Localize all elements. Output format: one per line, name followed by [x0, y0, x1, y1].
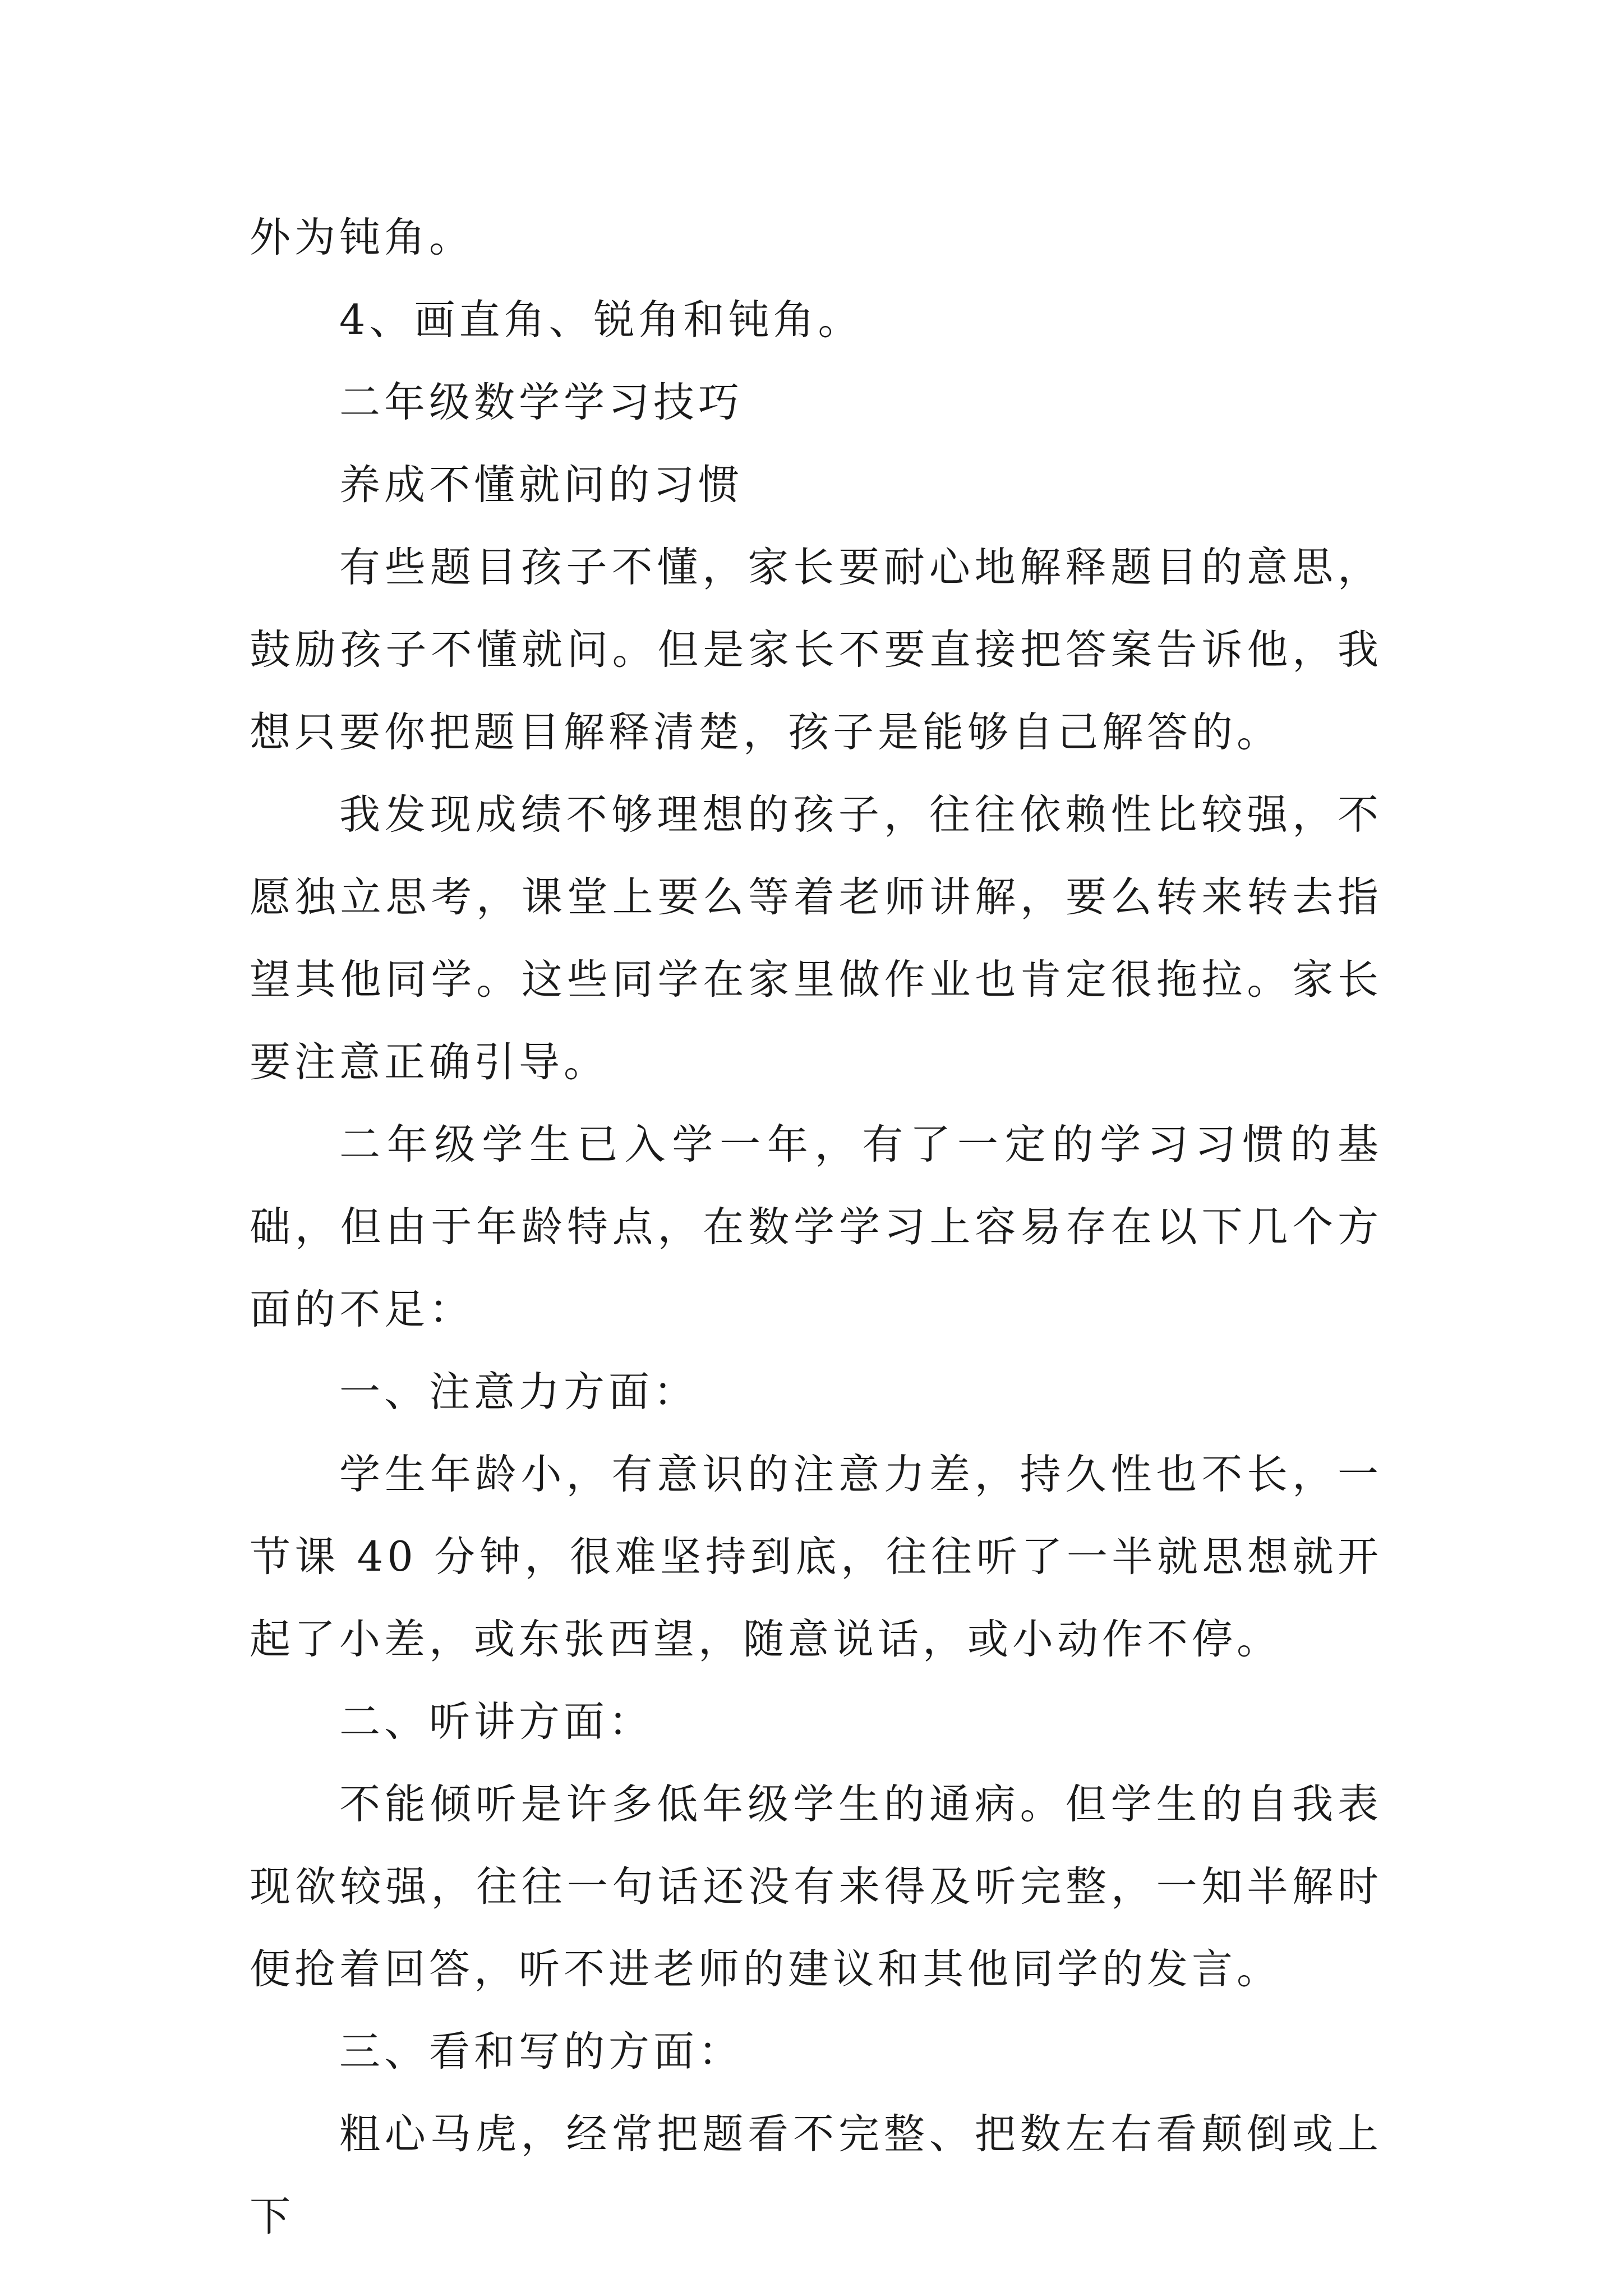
paragraph-attention: 学生年龄小，有意识的注意力差，持久性也不长，一节课 40 分钟，很难坚持到底，往往听了一半就思想就开起了小差，或东张西望，随意说话，或小动作不停。	[250, 1451, 1382, 1663]
list-item-draw-angles: 4、画直角、锐角和钝角。	[339, 296, 863, 344]
paragraph-shortcomings-intro: 二年级学生已入学一年，有了一定的学习习惯的基础，但由于年龄特点，在数学学习上容易存在以下几个方面的不足：	[250, 1121, 1382, 1333]
document-body	[250, 196, 1382, 2258]
heading-listening: 二、听讲方面：	[339, 1698, 653, 1746]
heading-reading-writing: 三、看和写的方面：	[339, 2028, 743, 2076]
paragraph-explain-questions: 有些题目孩子不懂，家长要耐心地解释题目的意思，鼓励孩子不懂就问。但是家长不要直接把答案告诉他，我想只要你把题目解释清楚，孩子是能够自己解答的。	[250, 544, 1382, 756]
paragraph-listening: 不能倾听是许多低年级学生的通病。但学生的自我表现欲较强，往往一句话还没有来得及听完整，一知半解时便抢着回答，听不进老师的建议和其他同学的发言。	[250, 1780, 1382, 1993]
subheading-ask-questions: 养成不懂就问的习惯	[339, 461, 743, 509]
paragraph-continuation: 外为钝角。	[250, 214, 474, 261]
section-heading-study-tips: 二年级数学学习技巧	[339, 379, 743, 426]
paragraph-reading-writing: 粗心马虎，经常把题看不完整、把数左右看颠倒或上下	[250, 2110, 1382, 2240]
heading-attention: 一、注意力方面：	[339, 1368, 698, 1416]
paragraph-dependency: 我发现成绩不够理想的孩子，往往依赖性比较强，不愿独立思考，课堂上要么等着老师讲解，要么转来转去指望其他同学。这些同学在家里做作业也肯定很拖拉。家长要注意正确引导。	[250, 791, 1382, 1086]
